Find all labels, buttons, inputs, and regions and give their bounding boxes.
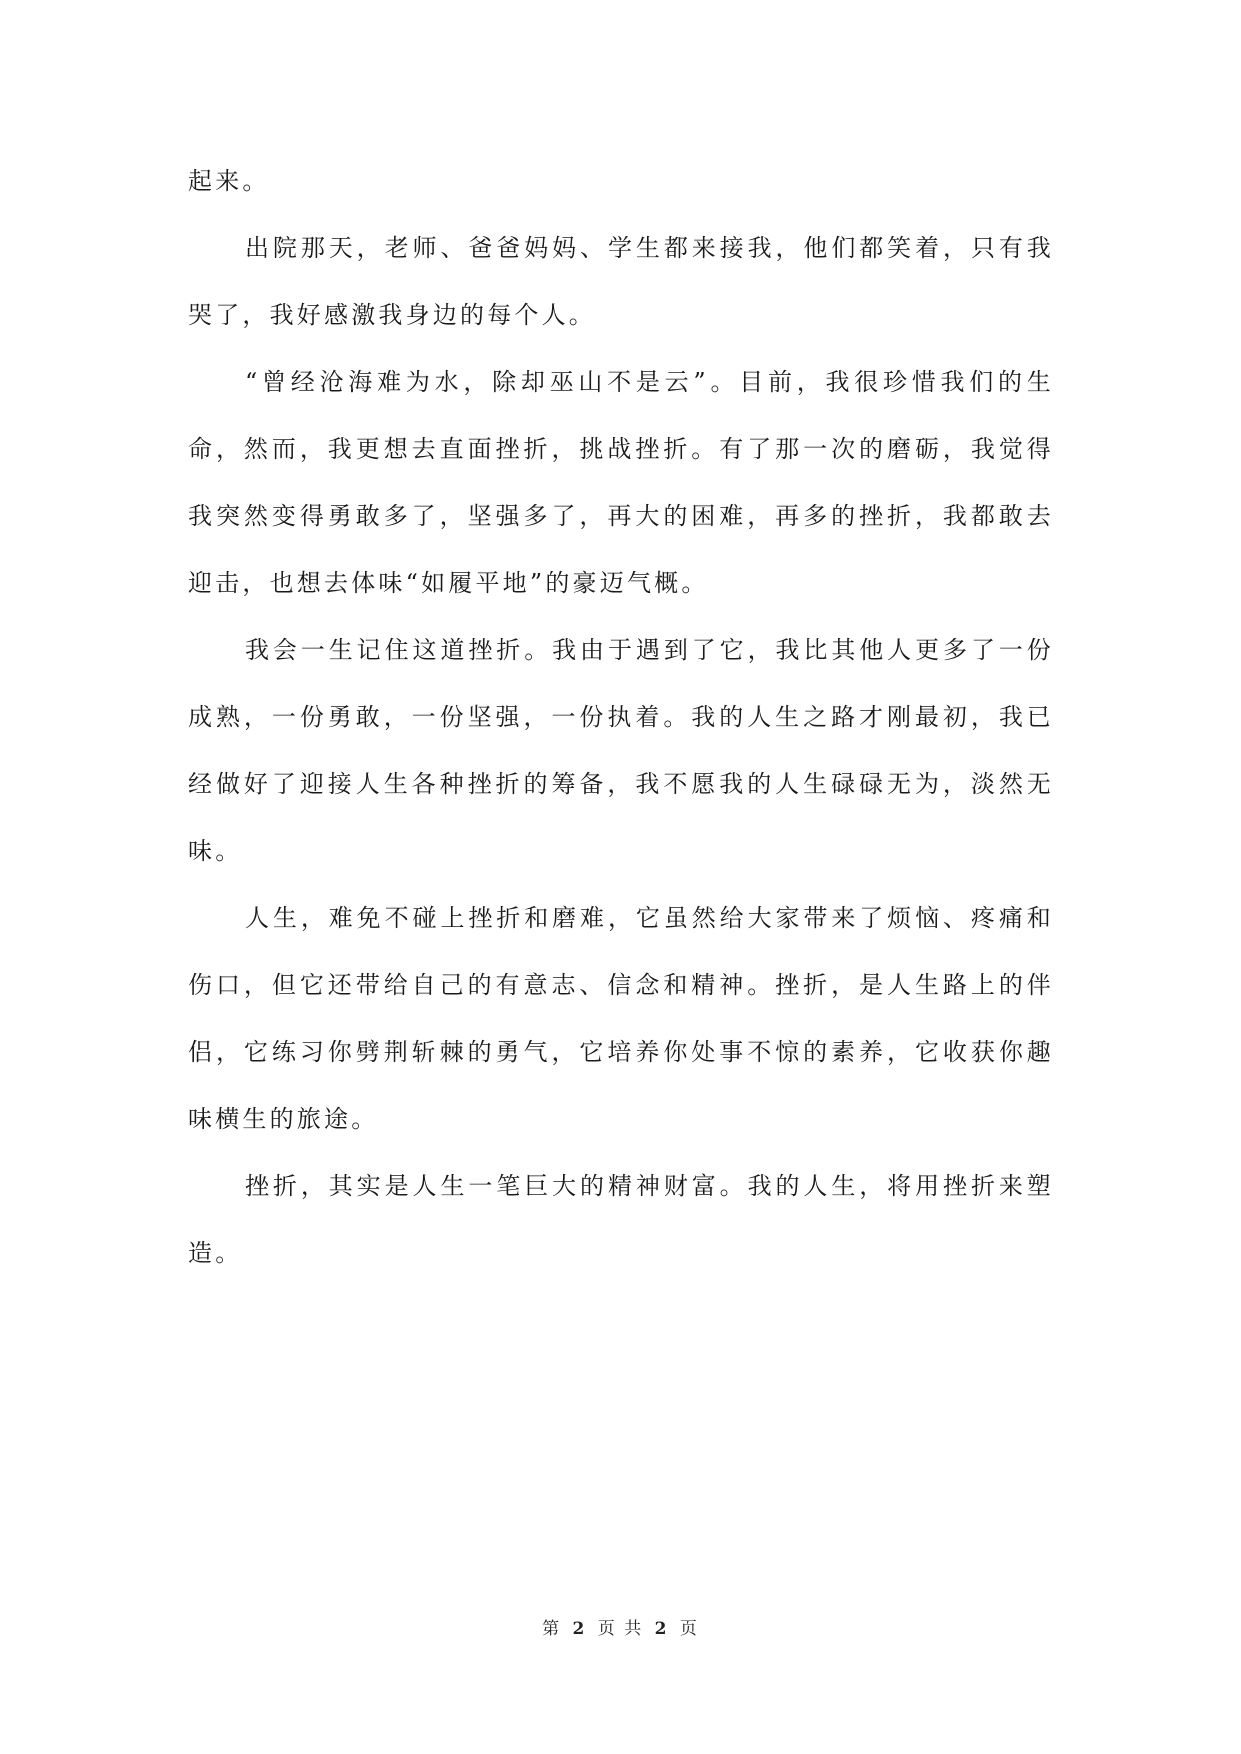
page-footer — [0, 1614, 1241, 1639]
current-page-number: 2 — [572, 1619, 587, 1639]
paragraph: 挫折，其实是人生一笔巨大的精神财富。我的人生，将用挫折来塑造。 — [188, 1172, 1054, 1267]
paragraph: 人生，难免不碰上挫折和磨难，它虽然给大家带来了烦恼、疼痛和伤口，但它还带给自己的有意志、信念和精神。挫折，是人生路上的伴侣，它练习你劈荆斩棘的勇气，它培养你处事不惊的素养，它收获你趣味横生的旅途。 — [188, 904, 1054, 1133]
paragraph: 我会一生记住这道挫折。我由于遇到了它，我比其他人更多了一份成熟，一份勇敢，一份坚强，一份执着。我的人生之路才刚最初，我已经做好了迎接人生各种挫折的筹备，我不愿我的人生碌碌无为，淡然无味。 — [188, 636, 1054, 865]
paragraph: “曾经沧海难为水，除却巫山不是云”。目前，我很珍惜我们的生命，然而，我更想去直面挫折，挑战挫折。有了那一次的磨砺，我觉得我突然变得勇敢多了，坚强多了，再大的困难，再多的挫折，我都敢去迎击，也想去体味“如履平地”的豪迈气概。 — [188, 368, 1054, 597]
document-body — [188, 148, 1054, 1287]
footer-suffix: 页 — [679, 1619, 699, 1639]
footer-prefix: 第 — [542, 1619, 562, 1639]
footer-middle: 页 共 — [597, 1619, 644, 1639]
paragraph: 出院那天，老师、爸爸妈妈、学生都来接我，他们都笑着，只有我哭了，我好感激我身边的每个人。 — [188, 234, 1054, 329]
paragraph-continuation: 起来。 — [188, 167, 270, 195]
total-pages-number: 2 — [654, 1619, 669, 1639]
